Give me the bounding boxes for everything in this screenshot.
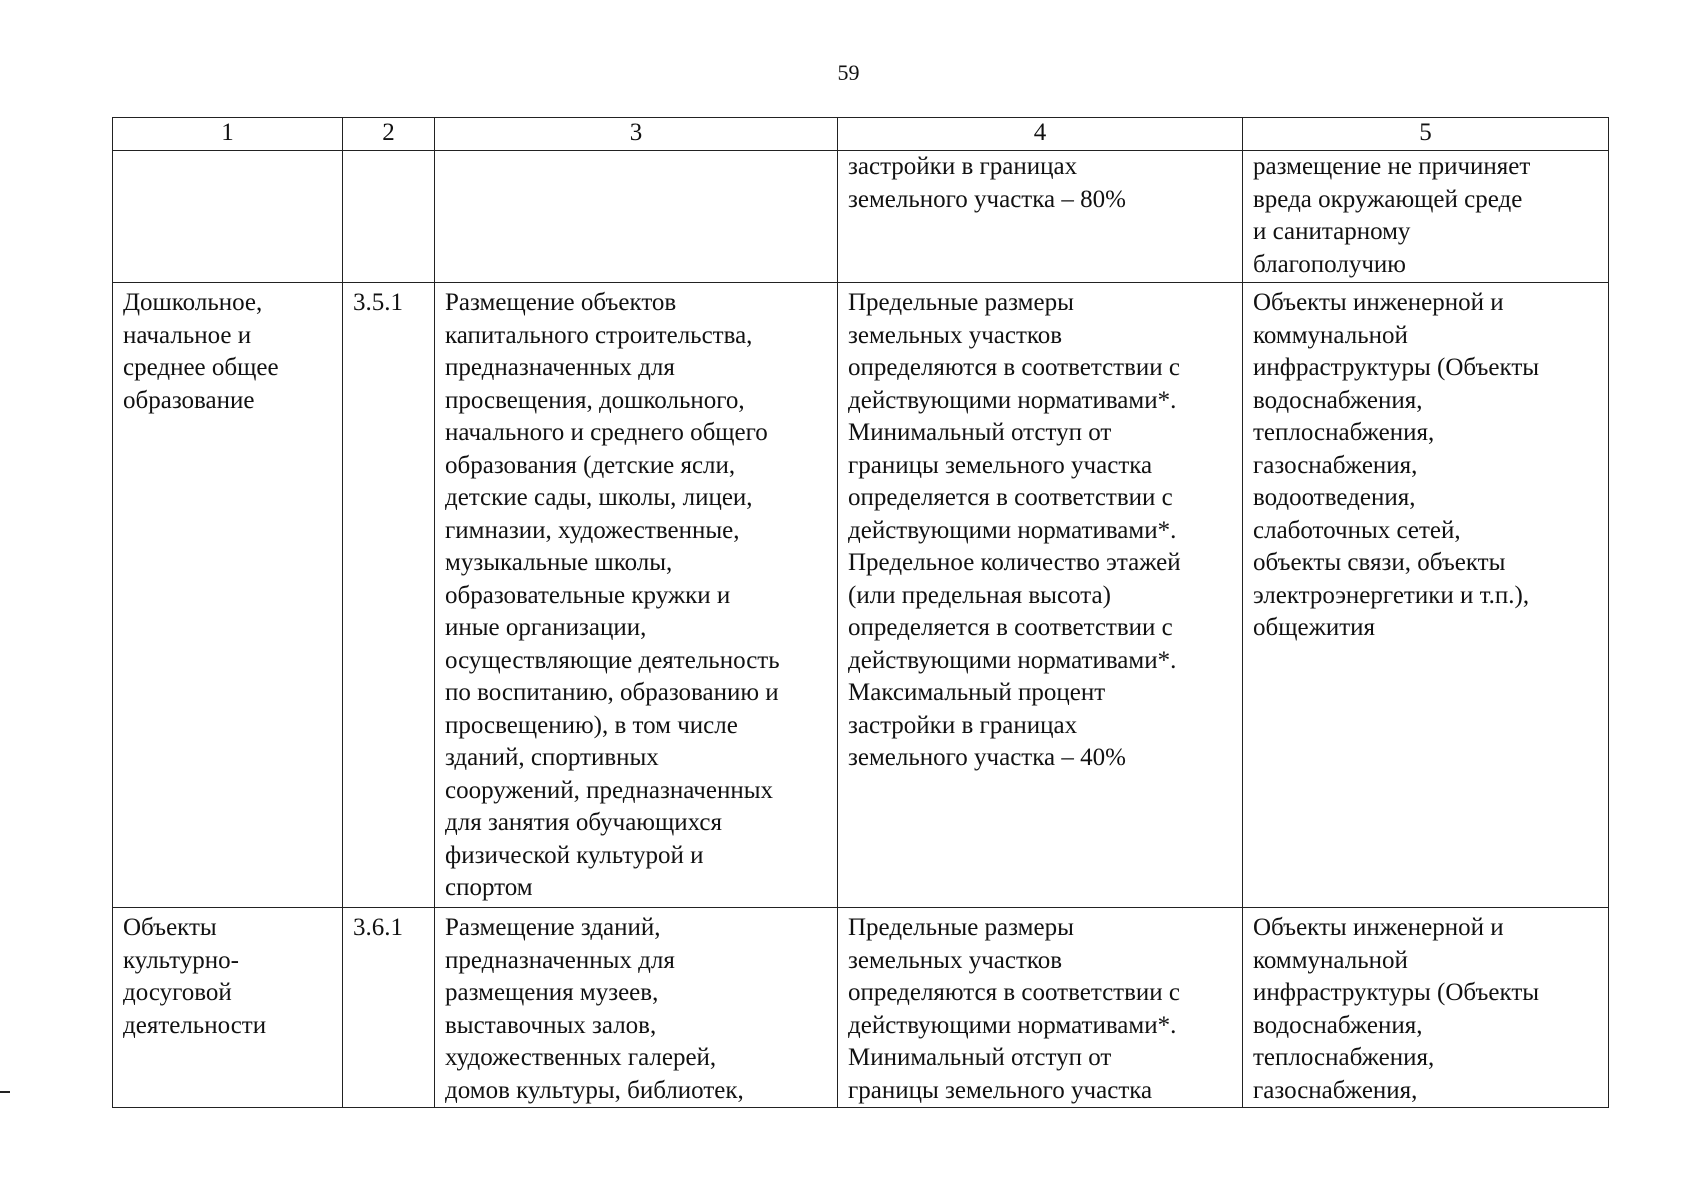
column-header: 4 — [838, 118, 1243, 151]
margin-mark — [0, 1091, 10, 1093]
land-use-name-cell: Объекты культурно- досуговой деятельности — [113, 908, 343, 1108]
land-use-code-cell — [343, 151, 435, 283]
land-use-restrictions-cell: размещение не причиняет вреда окружающей среде и санитарному благополучию — [1243, 151, 1609, 283]
land-use-name-cell: Дошкольное, начальное и среднее общее образование — [113, 283, 343, 908]
column-header: 2 — [343, 118, 435, 151]
table-row — [113, 283, 1609, 908]
land-use-code-cell: 3.5.1 — [343, 283, 435, 908]
page-number: 59 — [837, 60, 860, 85]
table-header-row — [113, 118, 1609, 151]
land-use-code-cell: 3.6.1 — [343, 908, 435, 1108]
column-header: 1 — [113, 118, 343, 151]
land-use-restrictions-cell: Объекты инженерной и коммунальной инфраструктуры (Объекты водоснабжения, теплоснабжения, газоснабжения, водоотведения, слаботочных сетей, объекты связи, объекты электроэнергетики и т.п.), общежития — [1243, 283, 1609, 908]
table-row — [113, 151, 1609, 283]
land-use-parameters-cell: Предельные размеры земельных участков определяются в соответствии с действующими нормативами*. Минимальный отступ от границы земельного участка определяется в соответствии с действующими нормативами*. Предельное количество этажей (или предельная высота) определяется в соответствии с действующими нормативами*. Максимальный процент застройки в границах земельного участка – 40% — [838, 283, 1243, 908]
land-use-table — [112, 117, 1609, 1108]
land-use-description-cell: Размещение объектов капитального строительства, предназначенных для просвещения, дошкольного, начального и среднего общего образования (детские ясли, детские сады, школы, лицеи, гимназии, художественные, музыкальные школы, образовательные кружки и иные организации, осуществляющие деятельность по воспитанию, образованию и просвещению), в том числе зданий, спортивных сооружений, предназначенных для занятия обучающихся физической культурой и спортом — [435, 283, 838, 908]
column-header: 5 — [1243, 118, 1609, 151]
column-header: 3 — [435, 118, 838, 151]
land-use-description-cell: Размещение зданий, предназначенных для размещения музеев, выставочных залов, художественных галерей, домов культуры, библиотек, — [435, 908, 838, 1108]
land-use-parameters-cell: застройки в границах земельного участка – 80% — [838, 151, 1243, 283]
land-use-name-cell — [113, 151, 343, 283]
land-use-description-cell — [435, 151, 838, 283]
land-use-parameters-cell: Предельные размеры земельных участков определяются в соответствии с действующими нормативами*. Минимальный отступ от границы земельного участка — [838, 908, 1243, 1108]
table-row — [113, 908, 1609, 1108]
land-use-restrictions-cell: Объекты инженерной и коммунальной инфраструктуры (Объекты водоснабжения, теплоснабжения, газоснабжения, — [1243, 908, 1609, 1108]
